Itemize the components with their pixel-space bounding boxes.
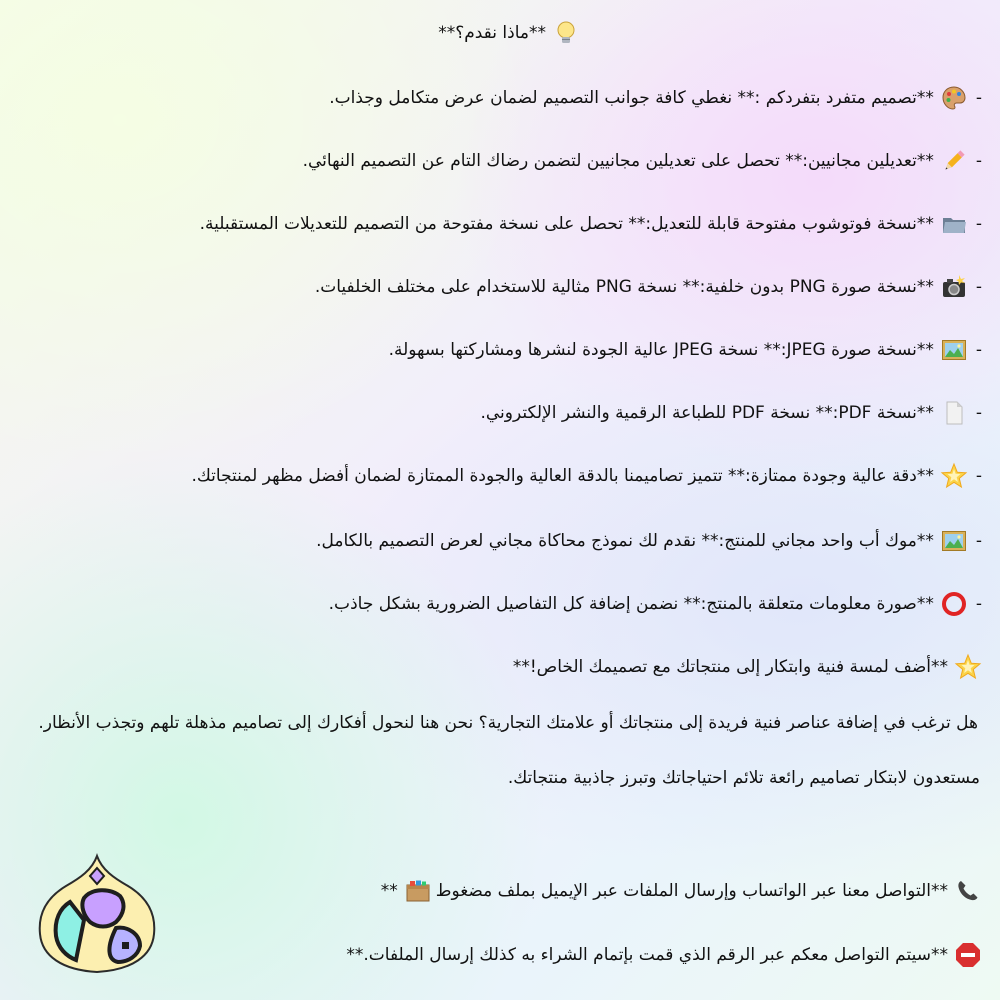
list-item [200, 210, 982, 238]
list-item [389, 336, 982, 364]
list-item-text: **تعديلين مجانيين:** تحصل على تعديلين مجانيين لتضمن رضاك التام عن التصميم النهائي. [302, 151, 934, 171]
list-bullet: - [975, 531, 982, 551]
folder-icon [940, 210, 968, 238]
section-title-text: **ماذا نقدم؟** [438, 23, 546, 43]
package-box-icon [404, 877, 432, 905]
list-bullet: - [975, 594, 982, 614]
list-item-text: **تصميم متفرد بتفردكم :** نغطي كافة جوانب التصميم لضمان عرض متكامل وجذاب. [329, 88, 934, 108]
paragraph-text: مستعدون لابتكار تصاميم رائعة تلائم احتياجاتك وتبرز جاذبية منتجاتك. [507, 768, 980, 788]
palette-icon [940, 84, 968, 112]
list-item [315, 273, 982, 301]
list-item [316, 527, 982, 555]
list-item [329, 84, 982, 112]
lightbulb-icon [552, 19, 580, 47]
list-item [303, 147, 982, 175]
pencil-icon [940, 147, 968, 175]
list-bullet: - [975, 277, 982, 297]
picture-icon [940, 336, 968, 364]
document-icon [940, 399, 968, 427]
list-item [329, 590, 982, 618]
picture-icon [940, 527, 968, 555]
list-item-text: **صورة معلومات متعلقة بالمنتج:** نضمن إضافة كل التفاصيل الضرورية بشكل جاذب. [328, 594, 934, 614]
contact-suffix: ** [380, 881, 398, 901]
highlight-text: **أضف لمسة فنية وابتكار إلى منتجاتك مع تصميمك الخاص!** [512, 657, 948, 677]
highlight-line [513, 653, 982, 681]
glowing-star-icon [954, 653, 982, 681]
list-item-text: **موك أب واحد مجاني للمنتج:** نقدم لك نموذج محاكاة مجاني لعرض التصميم بالكامل. [316, 531, 934, 551]
list-bullet: - [975, 214, 982, 234]
paragraph-text: هل ترغب في إضافة عناصر فنية فريدة إلى منتجاتك أو علامتك التجارية؟ نحن هنا لنحول أفكارك إلى تصاميم مذهلة تلهم وتجذب الأنظار. [38, 713, 978, 733]
list-item [191, 462, 982, 490]
list-bullet: - [975, 403, 982, 423]
notice-text: **سيتم التواصل معكم عبر الرقم الذي قمت بإتمام الشراء به كذلك إرسال الملفات.** [346, 945, 948, 965]
glowing-star-icon [940, 462, 968, 490]
notice-line [346, 941, 982, 969]
list-item-text: **دقة عالية وجودة ممتازة:** تتميز تصاميمنا بالدقة العالية والجودة الممتازة لضمان أفضل مظهر لمنتجاتك. [191, 466, 934, 486]
paragraph [38, 710, 978, 736]
list-bullet: - [975, 88, 982, 108]
section-title [438, 19, 580, 47]
telephone-icon [954, 877, 982, 905]
camera-flash-icon [940, 273, 968, 301]
paragraph [508, 765, 980, 791]
list-bullet: - [975, 466, 982, 486]
list-item-text: **نسخة صورة JPEG:** نسخة JPEG عالية الجودة لنشرها ومشاركتها بسهولة. [388, 340, 934, 360]
list-item [480, 399, 982, 427]
list-item-text: **نسخة فوتوشوب مفتوحة قابلة للتعديل:** تحصل على نسخة مفتوحة من التصميم للتعديلات المستقبلية. [199, 214, 934, 234]
stop-sign-icon [954, 941, 982, 969]
list-bullet: - [975, 151, 982, 171]
contact-text: **التواصل معنا عبر الواتساب وإرسال الملفات عبر الإيميل بملف مضغوط [435, 881, 948, 901]
contact-line [381, 877, 982, 905]
brand-logo [32, 848, 162, 978]
list-item-text: **نسخة PDF:** نسخة PDF للطباعة الرقمية والنشر الإلكتروني. [480, 403, 934, 423]
list-item-text: **نسخة صورة PNG بدون خلفية:** نسخة PNG مثالية للاستخدام على مختلف الخلفيات. [314, 277, 934, 297]
red-circle-icon [940, 590, 968, 618]
list-bullet: - [975, 340, 982, 360]
